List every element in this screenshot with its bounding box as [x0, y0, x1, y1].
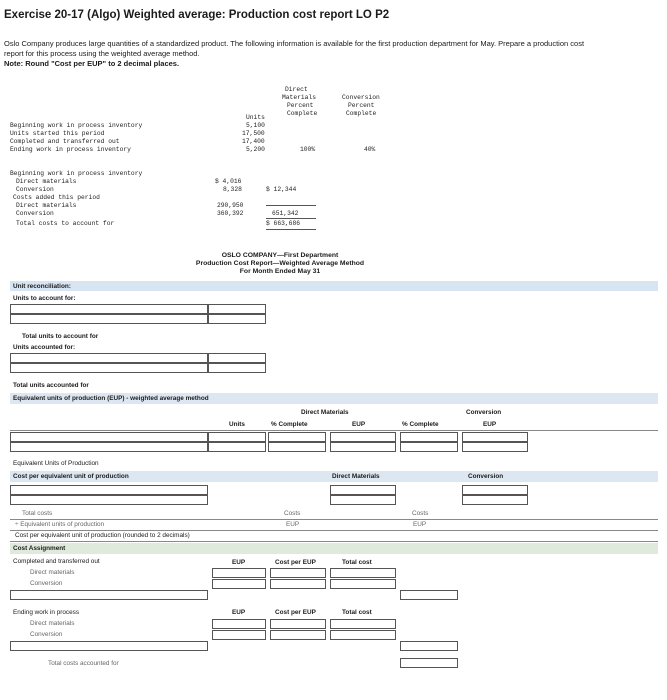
costs-label: Costs — [284, 510, 301, 517]
eup-cv-pct-2[interactable] — [400, 442, 458, 452]
units-accounted-input-2[interactable] — [10, 363, 208, 373]
completed-cv-total-cost[interactable] — [330, 579, 396, 589]
given-header-dm1: Direct — [285, 86, 308, 93]
completed-total-value[interactable] — [400, 590, 458, 600]
page-title: Exercise 20-17 (Algo) Weighted average: Production cost report LO P2 — [4, 9, 390, 21]
given-cost-total: $ 663,686 — [266, 220, 301, 227]
units-accounted-value-1[interactable] — [208, 353, 266, 363]
given-cost-amount: $ 4,016 — [215, 178, 242, 185]
cost-assignment-heading: Cost Assignment — [13, 545, 66, 552]
col-eup-2: EUP — [483, 421, 497, 428]
given-underline — [266, 205, 316, 206]
ending-wip-label: Ending work in process — [13, 609, 80, 616]
units-account-value-1[interactable] — [208, 304, 266, 314]
col-cost-per-eup-assign: Cost per EUP — [275, 559, 316, 566]
given-row-units: 5,200 — [246, 146, 265, 153]
given-cost-label: Direct materials — [16, 178, 77, 185]
col-eup-ending: EUP — [232, 609, 246, 616]
completed-conversion-label: Conversion — [30, 580, 63, 587]
units-accounted-for-label: Units accounted for: — [13, 344, 76, 351]
col-direct-materials-2: Direct Materials — [332, 473, 380, 480]
ending-cv-cost-per-eup[interactable] — [270, 630, 326, 640]
units-account-value-2[interactable] — [208, 314, 266, 324]
eup-input-1[interactable] — [10, 432, 208, 442]
ending-total-label-input[interactable] — [10, 641, 208, 651]
given-double-underline — [266, 229, 316, 230]
col-cost-per-eup-ending: Cost per EUP — [275, 609, 316, 616]
col-conversion-2: Conversion — [468, 473, 504, 480]
costs-label-2: Costs — [412, 510, 429, 517]
eup-dm-eup-1[interactable] — [330, 432, 396, 442]
given-data-table — [10, 84, 410, 234]
ending-dm-cost-per-eup[interactable] — [270, 619, 326, 629]
report-title — [150, 252, 410, 276]
given-header-units: Units — [246, 114, 265, 121]
eup-label: EUP — [286, 521, 300, 528]
unit-reconciliation-label: Unit reconciliation: — [13, 283, 71, 290]
unit-reconciliation-row — [10, 281, 658, 291]
given-header-cv1: Conversion — [342, 94, 380, 101]
divider — [10, 430, 658, 431]
given-cost-label: Direct materials — [16, 202, 77, 209]
given-row-label: Units started this period — [10, 130, 105, 137]
eup-cv-eup-2[interactable] — [462, 442, 528, 452]
col-units: Units — [229, 421, 245, 428]
eup-cv-pct-1[interactable] — [400, 432, 458, 442]
total-costs-label: Total costs — [22, 510, 53, 517]
given-header-cv3: Complete — [346, 110, 377, 117]
col-pct-complete-2: % Complete — [402, 421, 439, 428]
given-cost-amount: 360,392 — [217, 210, 244, 217]
cost-per-eup-cv-2[interactable] — [462, 495, 528, 505]
ending-cv-total-cost[interactable] — [330, 630, 396, 640]
given-row-cv-pct: 40% — [364, 146, 376, 153]
col-direct-materials: Direct Materials — [301, 409, 349, 416]
given-cost-heading: Beginning work in process inventory — [10, 170, 143, 177]
completed-cv-eup[interactable] — [212, 579, 266, 589]
completed-cv-cost-per-eup[interactable] — [270, 579, 326, 589]
given-header-dm3: Percent — [287, 102, 314, 109]
eup-dm-eup-2[interactable] — [330, 442, 396, 452]
given-cost-total: $ 12,344 — [266, 186, 297, 193]
col-total-cost-assign: Total cost — [342, 559, 372, 566]
cost-per-unit-label: Cost per equivalent unit of production (rounded to 2 decimals) — [15, 532, 190, 539]
given-cost-label: Total costs to account for — [16, 220, 115, 227]
eup-heading: Equivalent units of production (EUP) - weighted average method — [13, 395, 209, 402]
intro-text — [4, 39, 604, 69]
total-units-accounted-for-label: Total units accounted for — [13, 382, 89, 389]
given-row-label: Beginning work in process inventory — [10, 122, 143, 129]
given-cost-label: Conversion — [16, 210, 54, 217]
eup-units-2[interactable] — [208, 442, 266, 452]
given-row-label: Ending work in process inventory — [10, 146, 131, 153]
divide-eup-label: ÷ Equivalent units of production — [15, 521, 105, 528]
ending-dm-eup[interactable] — [212, 619, 266, 629]
cost-per-eup-dm-1[interactable] — [330, 485, 396, 495]
divider — [10, 519, 658, 520]
completed-dm-cost-per-eup[interactable] — [270, 568, 326, 578]
completed-dm-total-cost[interactable] — [330, 568, 396, 578]
total-units-to-account-for-label: Total units to account for — [22, 333, 99, 340]
completed-total-label-input[interactable] — [10, 590, 208, 600]
cost-per-eup-cv-1[interactable] — [462, 485, 528, 495]
total-costs-accounted-label: Total costs accounted for — [48, 660, 119, 667]
given-header-cv2: Percent — [348, 102, 375, 109]
given-underline — [266, 218, 316, 219]
divider — [10, 541, 658, 542]
units-account-input-1[interactable] — [10, 304, 208, 314]
col-conversion: Conversion — [466, 409, 502, 416]
given-row-units: 17,500 — [242, 130, 265, 137]
units-account-input-2[interactable] — [10, 314, 208, 324]
col-eup-assign: EUP — [232, 559, 246, 566]
ending-dm-label: Direct materials — [30, 620, 75, 627]
units-accounted-value-2[interactable] — [208, 363, 266, 373]
intro-paragraph: Oslo Company produces large quantities of a standardized product. The following information is available for the first production department for May. Prepare a production cost report for this process using the weighted average method. — [4, 39, 585, 58]
total-costs-accounted-value[interactable] — [400, 658, 458, 668]
report-title-name: Production Cost Report—Weighted Average Method — [195, 260, 365, 267]
eup-dm-pct-1[interactable] — [268, 432, 326, 442]
given-row-dm-pct: 100% — [300, 146, 316, 153]
cost-assignment-row — [10, 543, 658, 554]
given-cost-total: 651,342 — [272, 210, 299, 217]
eup-units-1[interactable] — [208, 432, 266, 442]
given-cost-label: Costs added this period — [13, 194, 100, 201]
given-row-label: Completed and transferred out — [10, 138, 120, 145]
given-row-units: 17,400 — [242, 138, 265, 145]
cost-per-eup-input-1[interactable] — [10, 485, 208, 495]
cost-per-eup-dm-2[interactable] — [330, 495, 396, 505]
given-header-dm4: Complete — [287, 110, 318, 117]
ending-total-value[interactable] — [400, 641, 458, 651]
eup-cv-eup-1[interactable] — [462, 432, 528, 442]
given-cost-amount: 290,950 — [217, 202, 244, 209]
col-total-cost-ending: Total cost — [342, 609, 372, 616]
eup-input-2[interactable] — [10, 442, 208, 452]
given-cost-amount: 8,328 — [223, 186, 242, 193]
given-header-dm2: Materials — [282, 94, 317, 101]
eup-label-2: EUP — [413, 521, 427, 528]
divider — [10, 530, 658, 531]
equivalent-units-label: Equivalent Units of Production — [13, 460, 99, 467]
completed-transferred-label: Completed and transferred out — [13, 558, 100, 565]
ending-cv-eup[interactable] — [212, 630, 266, 640]
cost-per-eup-input-2[interactable] — [10, 495, 208, 505]
given-row-units: 5,100 — [246, 122, 265, 129]
col-pct-complete: % Complete — [271, 421, 308, 428]
units-to-account-for-label: Units to account for: — [13, 295, 76, 302]
col-eup: EUP — [352, 421, 366, 428]
report-title-company: OSLO COMPANY—First Department — [221, 252, 339, 259]
cost-per-eup-heading: Cost per equivalent unit of production — [13, 473, 129, 480]
completed-dm-label: Direct materials — [30, 569, 75, 576]
ending-conversion-label: Conversion — [30, 631, 63, 638]
units-accounted-input-1[interactable] — [10, 353, 208, 363]
completed-dm-eup[interactable] — [212, 568, 266, 578]
report-title-period: For Month Ended May 31 — [239, 268, 321, 275]
eup-dm-pct-2[interactable] — [268, 442, 326, 452]
rounding-note: Note: Round "Cost per EUP" to 2 decimal places. — [4, 59, 180, 68]
given-cost-label: Conversion — [16, 186, 54, 193]
ending-dm-total-cost[interactable] — [330, 619, 396, 629]
